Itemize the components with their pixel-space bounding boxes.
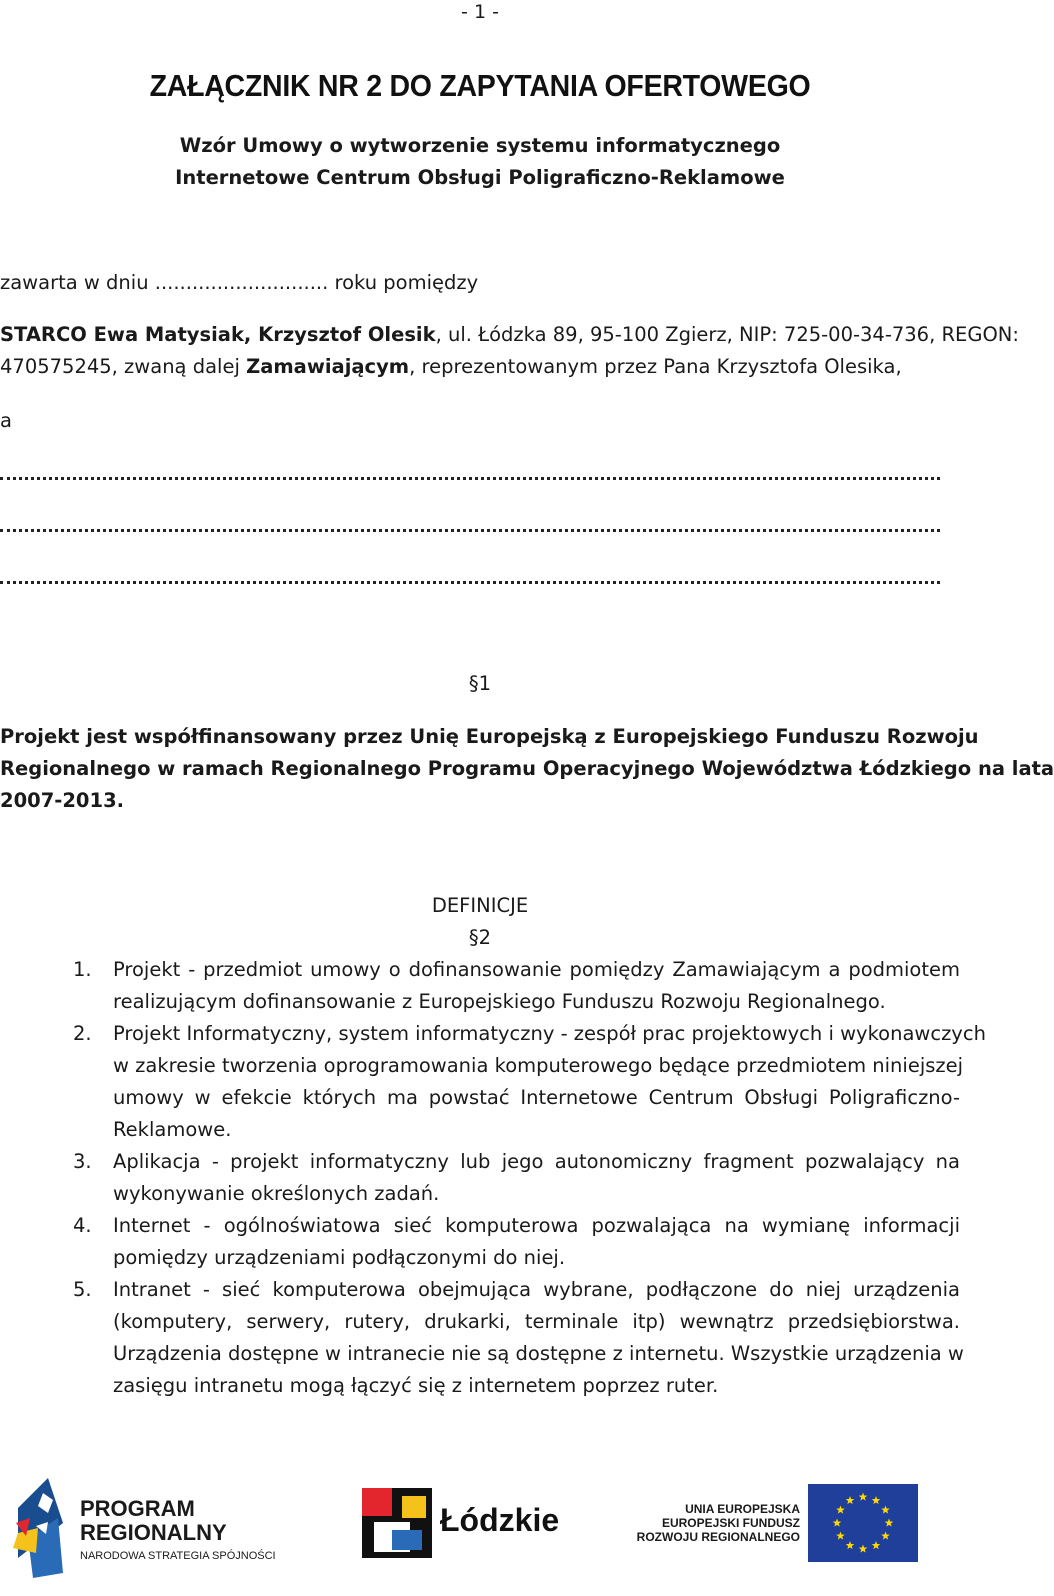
definition-line: Aplikacja - projekt informatyczny lub jego autonomiczny fragment pozwalający na [113, 1150, 960, 1173]
definition-number: 1. [73, 958, 92, 981]
definition-item [0, 1274, 964, 1402]
party1-role: Zamawiającym [246, 355, 410, 378]
document-title: ZAŁĄCZNIK NR 2 DO ZAPYTANIA OFERTOWEGO [149, 68, 811, 103]
lodzkie-emblem [362, 1488, 432, 1558]
eu-line3: ROZWOJU REGIONALNEGO [636, 1530, 800, 1544]
definition-item [0, 954, 960, 1018]
party1-details-pre: 470575245, zwaną dalej [0, 355, 247, 378]
footer-logos [0, 1470, 960, 1596]
definition-line: wykonywanie określonych zadań. [113, 1182, 440, 1205]
definition-line: (komputery, serwery, rutery, drukarki, terminale itp) wewnątrz przedsiębiorstwa. [113, 1310, 960, 1333]
party1-line2 [0, 351, 902, 383]
definition-line: umowy w efekcie których ma powstać Internetowe Centrum Obsługi Poligraficzno- [113, 1086, 960, 1109]
definition-number: 2. [73, 1022, 92, 1045]
definition-line: Intranet - sieć komputerowa obejmująca wybrane, podłączone do niej urządzenia [113, 1278, 960, 1301]
definition-number: 5. [73, 1278, 92, 1301]
definition-line: Urządzenia dostępne w intranecie nie są dostępne z internetu. Wszystkie urządzenia w [113, 1342, 964, 1365]
party1-details-post: , reprezentowanym przez Pana Krzysztofa Olesika, [409, 355, 902, 378]
definition-line: pomiędzy urządzeniami podłączonymi do niej. [113, 1246, 566, 1269]
definitions-mark: §2 [468, 926, 492, 949]
program-line3: NARODOWA STRATEGIA SPÓJNOŚCI [80, 1550, 276, 1562]
definition-item [0, 1018, 986, 1146]
page-number: - 1 - [461, 1, 499, 23]
party1-details-line1: , ul. Łódzka 89, 95-100 Zgierz, NIP: 725-00-34-736, REGON: [435, 323, 1019, 346]
party2-blank-line3 [0, 576, 940, 584]
eu-text [636, 1502, 800, 1544]
eu-flag-icon [808, 1484, 918, 1562]
definition-line: Projekt Informatyczny, system informatyczny - zespół prac projektowych i wykonawczych [113, 1022, 986, 1045]
eu-line2: EUROPEJSKI FUNDUSZ [661, 1516, 800, 1530]
section1-line1: Projekt jest współfinansowany przez Unię Europejską z Europejskiego Funduszu Rozwoju [0, 725, 979, 748]
document-subtitle-line1: Wzór Umowy o wytworzenie systemu informatycznego [179, 134, 781, 157]
party1-name: STARCO Ewa Matysiak, Krzysztof Olesik [0, 323, 436, 346]
definition-item [0, 1210, 960, 1274]
lodzkie-logo [362, 1488, 562, 1568]
definition-line: Reklamowe. [113, 1118, 232, 1141]
program-regionalny-logo [8, 1478, 278, 1588]
section1-mark: §1 [468, 672, 492, 695]
definition-line: Internet - ogólnoświatowa sieć komputerowa pozwalająca na wymianę informacji [113, 1214, 960, 1237]
conjunction: a [0, 409, 12, 432]
lodzkie-name: Łódzkie [440, 1502, 560, 1538]
program-line2: REGIONALNY [80, 1520, 227, 1545]
definition-line: w zakresie tworzenia oprogramowania komputerowego będące przedmiotem niniejszej [113, 1054, 964, 1077]
definition-line: realizującym dofinansowanie z Europejskiego Funduszu Rozwoju Regionalnego. [113, 990, 886, 1013]
eu-logo [636, 1484, 936, 1574]
definition-line: zasięgu intranetu mogą łączyć się z internetem poprzez ruter. [113, 1374, 719, 1397]
definitions-heading: DEFINICJE [431, 894, 529, 917]
party2-blank-line2 [0, 524, 940, 532]
program-line1: PROGRAM [80, 1496, 195, 1521]
definition-number: 3. [73, 1150, 92, 1173]
definition-line: Projekt - przedmiot umowy o dofinansowanie pomiędzy Zamawiającym a podmiotem [113, 958, 960, 981]
party1-line1 [0, 319, 1019, 351]
definition-item [0, 1146, 960, 1210]
definition-number: 4. [73, 1214, 92, 1237]
contract-intro: zawarta w dniu ............................ roku pomiędzy [0, 271, 479, 294]
document-subtitle-line2: Internetowe Centrum Obsługi Poligraficzno-Reklamowe [175, 166, 785, 189]
section1-line2: Regionalnego w ramach Regionalnego Programu Operacyjnego Województwa Łódzkiego na lata [0, 757, 1054, 780]
party2-blank-line1 [0, 472, 940, 480]
section1-line3: 2007-2013. [0, 789, 125, 812]
eu-line1: UNIA EUROPEJSKA [685, 1502, 800, 1516]
